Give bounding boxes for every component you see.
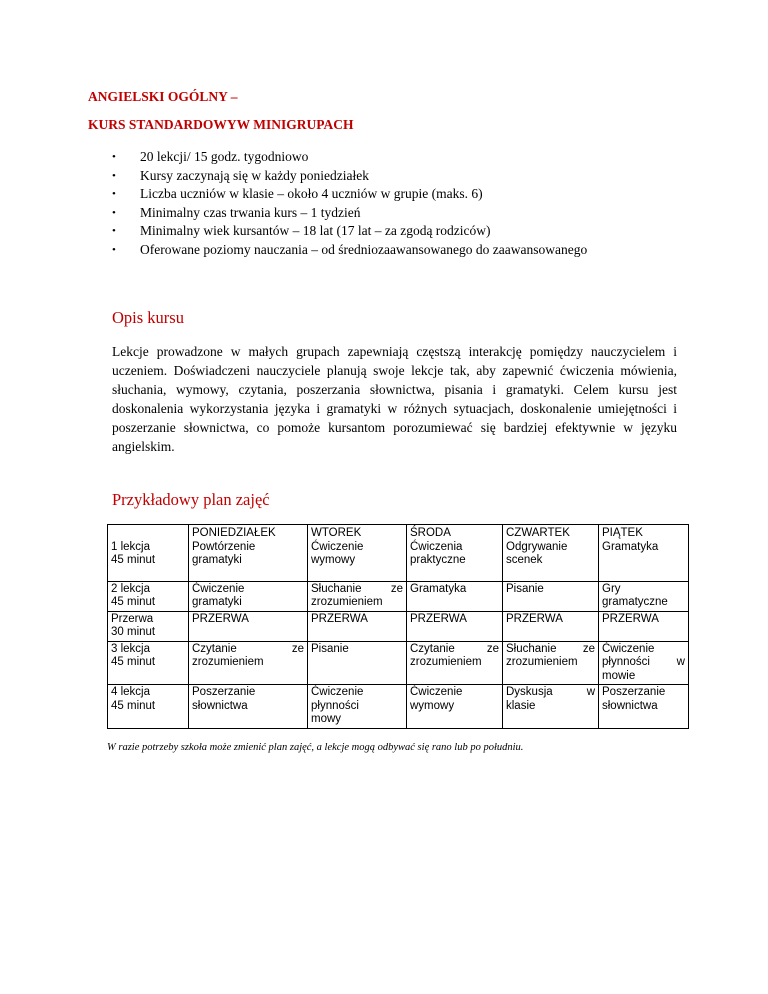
table-row bbox=[108, 581, 689, 611]
schedule-cell-text: zrozumieniem bbox=[410, 656, 482, 668]
schedule-cell bbox=[407, 581, 503, 611]
list-item: • Minimalny czas trwania kurs – 1 tydzień bbox=[112, 204, 587, 223]
schedule-cell-text: praktyczne bbox=[410, 554, 466, 566]
schedule-cell-text: płynności w bbox=[602, 656, 685, 668]
time-slot-cell bbox=[108, 611, 189, 641]
schedule-cell bbox=[503, 581, 599, 611]
table-header-cell bbox=[308, 525, 407, 582]
day-header-thursday: CZWARTEK bbox=[506, 527, 570, 539]
schedule-cell bbox=[503, 611, 599, 641]
schedule-cell bbox=[407, 685, 503, 729]
time-slot-cell bbox=[108, 581, 189, 611]
time-slot-text: 45 minut bbox=[111, 554, 156, 566]
schedule-cell bbox=[308, 641, 407, 685]
schedule-cell bbox=[599, 581, 689, 611]
schedule-cell-text: Ćwiczenia bbox=[410, 540, 463, 553]
schedule-cell-text: scenek bbox=[506, 554, 543, 566]
list-item: • Oferowane poziomy nauczania – od średniozaawansowanego do zaawansowanego bbox=[112, 241, 587, 260]
schedule-cell-text: PRZERWA bbox=[410, 612, 467, 625]
list-item: • Minimalny wiek kursantów – 18 lat (17 lat – za zgodą rodziców) bbox=[112, 222, 587, 241]
bullet-icon: • bbox=[112, 151, 116, 163]
empty-header-spacer bbox=[111, 527, 185, 541]
schedule-cell-text: Czytanie ze bbox=[410, 642, 499, 655]
schedule-cell bbox=[189, 581, 308, 611]
schedule-cell-text: zrozumieniem bbox=[506, 656, 578, 668]
schedule-cell-text: słownictwa bbox=[602, 699, 658, 712]
time-slot-text: 3 lekcja bbox=[111, 642, 150, 655]
schedule-cell bbox=[189, 611, 308, 641]
schedule-cell-text: PRZERWA bbox=[506, 612, 563, 625]
schedule-cell-text: PRZERWA bbox=[602, 612, 659, 625]
time-slot-text: 4 lekcja bbox=[111, 686, 150, 698]
schedule-table bbox=[107, 524, 689, 729]
schedule-cell-text: Ćwiczenie bbox=[410, 686, 463, 698]
schedule-cell bbox=[189, 685, 308, 729]
day-header-wednesday: ŚRODA bbox=[410, 527, 451, 539]
schedule-cell-text: Pisanie bbox=[311, 642, 349, 655]
time-slot-cell bbox=[108, 641, 189, 685]
time-slot-text: Przerwa bbox=[111, 612, 154, 625]
time-slot-text: 1 lekcja bbox=[111, 540, 150, 553]
day-header-tuesday: WTOREK bbox=[311, 527, 362, 539]
schedule-cell-text: klasie bbox=[506, 699, 536, 712]
schedule-cell-text: Pisanie bbox=[506, 582, 544, 595]
table-header-cell bbox=[407, 525, 503, 582]
schedule-cell bbox=[599, 685, 689, 729]
table-row bbox=[108, 685, 689, 729]
document-title-line-2: KURS STANDARDOWYW MINIGRUPACH bbox=[88, 117, 354, 132]
document-title-line-1: ANGIELSKI OGÓLNY – bbox=[88, 89, 238, 104]
schedule-cell-text: PRZERWA bbox=[311, 612, 368, 625]
schedule-cell-text: gramatyki bbox=[192, 554, 242, 566]
schedule-cell-text: Ćwiczenie bbox=[311, 686, 364, 698]
schedule-cell bbox=[308, 611, 407, 641]
day-header-friday: PIĄTEK bbox=[602, 527, 643, 539]
schedule-cell-text: PRZERWA bbox=[192, 612, 249, 625]
course-description-heading: Opis kursu bbox=[112, 308, 184, 327]
table-row bbox=[108, 641, 689, 685]
table-header-cell bbox=[503, 525, 599, 582]
schedule-cell bbox=[599, 611, 689, 641]
schedule-cell-text: płynności bbox=[311, 699, 359, 712]
schedule-cell-text: Gramatyka bbox=[602, 540, 659, 553]
course-facts-list bbox=[112, 148, 587, 260]
time-slot-cell bbox=[108, 685, 189, 729]
sample-schedule-heading: Przykładowy plan zajęć bbox=[112, 490, 270, 509]
schedule-cell-text: Powtórzenie bbox=[192, 540, 256, 553]
schedule-cell-text: gramatyki bbox=[192, 596, 242, 608]
list-item: • Kursy zaczynają się w każdy poniedziałek bbox=[112, 167, 587, 186]
schedule-cell-text: mowy bbox=[311, 713, 342, 725]
schedule-cell-text: Ćwiczenie bbox=[602, 642, 655, 655]
schedule-cell bbox=[407, 641, 503, 685]
schedule-cell-text: Dyskusja w bbox=[506, 686, 595, 698]
schedule-cell-text: zrozumieniem bbox=[311, 596, 383, 608]
schedule-cell-text: Gramatyka bbox=[410, 582, 467, 595]
schedule-cell-text: Ćwiczenie bbox=[192, 582, 245, 595]
bullet-icon: • bbox=[112, 169, 116, 182]
schedule-cell bbox=[189, 641, 308, 685]
time-slot-text: 2 lekcja bbox=[111, 582, 150, 595]
day-header-monday: PONIEDZIAŁEK bbox=[192, 527, 276, 539]
schedule-cell bbox=[503, 685, 599, 729]
schedule-cell bbox=[308, 685, 407, 729]
list-item: • 20 lekcji/ 15 godz. tygodniowo bbox=[112, 148, 587, 167]
bullet-icon: • bbox=[112, 225, 116, 238]
table-header-row bbox=[108, 525, 689, 582]
schedule-cell-text: słownictwa bbox=[192, 699, 248, 712]
schedule-cell-text: Czytanie ze bbox=[192, 642, 304, 655]
bullet-icon: • bbox=[112, 188, 116, 201]
bullet-icon: • bbox=[112, 206, 116, 219]
table-header-cell bbox=[108, 525, 189, 582]
schedule-cell bbox=[503, 641, 599, 685]
schedule-cell-text: Słuchanie ze bbox=[311, 582, 403, 595]
time-slot-text: 45 minut bbox=[111, 656, 156, 668]
schedule-cell-text: wymowy bbox=[311, 554, 356, 566]
schedule-cell bbox=[599, 641, 689, 685]
bullet-icon: • bbox=[112, 243, 116, 256]
time-slot-text: 45 minut bbox=[111, 596, 156, 608]
schedule-cell-text: mowie bbox=[602, 669, 636, 682]
list-item: • Liczba uczniów w klasie – około 4 uczniów w grupie (maks. 6) bbox=[112, 185, 587, 204]
table-header-cell bbox=[189, 525, 308, 582]
schedule-cell-text: Ćwiczenie bbox=[311, 540, 364, 553]
schedule-footnote: W razie potrzeby szkoła może zmienić plan zajęć, a lekcje mogą odbywać się rano lub po południu. bbox=[107, 742, 524, 753]
table-header-cell bbox=[599, 525, 689, 582]
schedule-cell-text: Słuchanie ze bbox=[506, 642, 595, 655]
schedule-cell-text: gramatyczne bbox=[602, 596, 668, 608]
schedule-cell-text: Poszerzanie bbox=[602, 686, 666, 698]
schedule-cell bbox=[407, 611, 503, 641]
time-slot-text: 45 minut bbox=[111, 699, 156, 712]
schedule-cell-text: zrozumieniem bbox=[192, 656, 264, 668]
table-row bbox=[108, 611, 689, 641]
course-description-text: Lekcje prowadzone w małych grupach zapewniają częstszą interakcję pomiędzy nauczycielem i uczeniem. Doświadczeni nauczyciele planują swoje lekcje tak, aby zapewnić ćwiczenia mówienia, słuchania, wymowy, czytania, poszerzania słownictwa, pisania i gramatyki. Celem kursu jest doskonalenia wykorzystania języka i gramatyki w różnych sytuacjach, doskonalenie umiejętności i poszerzanie słownictwa, co pomoże kursantom porozumiewać się bardziej efektywnie w języku angielskim. bbox=[112, 344, 677, 454]
schedule-cell bbox=[308, 581, 407, 611]
schedule-cell-text: wymowy bbox=[410, 699, 455, 712]
schedule-cell-text: Odgrywanie bbox=[506, 540, 568, 553]
schedule-cell-text: Gry bbox=[602, 582, 621, 595]
schedule-cell-text: Poszerzanie bbox=[192, 686, 256, 698]
time-slot-text: 30 minut bbox=[111, 626, 156, 638]
